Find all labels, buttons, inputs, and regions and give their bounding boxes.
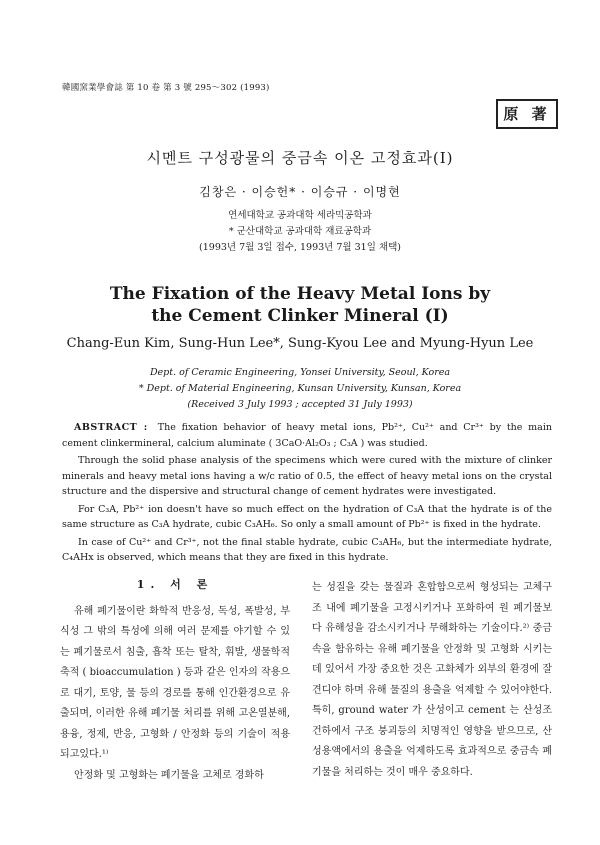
korean-affiliation-1: 연세대학교 공과대학 세라믹공학과 xyxy=(228,210,372,221)
english-authors: Chang-Eun Kim, Sung-Hun Lee*, Sung-Kyou Lee and Myung-Hyun Lee xyxy=(66,336,534,351)
english-title-line-1: The Fixation of the Heavy Metal Ions by xyxy=(109,284,491,304)
abstract xyxy=(62,420,552,568)
body-paragraph-3: 는 성질을 갖는 물질과 혼합함으로써 형성되는 고체구조 내에 폐기물을 고정시키거나 포화하여 원 폐기물보다 유해성을 감소시키거나 무해화하는 기술이다.²⁾ 중금속을 함유하는 유해 폐기물을 안정화 및 고형화 시키는 데 있어서 가장 중요한 것은 고화체가 외부의 환경에 잘 견디야 하며 유해 물질의 용출을 억제할 수 있어야한다. 특히, ground water 가 산성이고 cement 는 산성조건하에서 구조 붕괴등의 치명적인 영향을 받으므로, 산성용액에서의 용출을 억제하도록 효과적으로 중금속 폐기물을 처리하는 것이 매우 중요하다. xyxy=(312,582,552,778)
abstract-text-1: The fixation behavior of heavy metal ions, Pb²⁺, Cu²⁺ and Cr³⁺ by the main cement clinkermineral, calcium aluminate ( 3CaO·Al₂O₃ ; C₃A ) was studied. xyxy=(62,422,552,449)
abstract-paragraph-3: For C₃A, Pb²⁺ ion doesn't have so much effect on the hydration of C₃A that the hydrate is of the same structure as C₃A hydrate, cubic C₃AH₆. So only a small amount of Pb²⁺ is fixed in the hydrate. xyxy=(62,503,552,530)
journal-reference: 韓國窯業學會誌 第 10 卷 第 3 號 295～302 (1993) xyxy=(62,83,270,93)
section-heading-introduction: 1. 서 론 xyxy=(136,578,214,591)
korean-affiliation-2: * 군산대학교 공과대학 재료공학과 xyxy=(228,226,372,237)
body-left-column xyxy=(60,575,290,786)
english-affiliation-1: Dept. of Ceramic Engineering, Yonsei University, Seoul, Korea xyxy=(149,367,451,378)
abstract-paragraph-4: In case of Cu²⁺ and Cr³⁺, not the final stable hydrate, cubic C₃AH₆, but the intermediate hydrate, C₄AHx is observed, which means that they are fixed in this hydrate. xyxy=(62,536,552,563)
article-category-badge: 原 著 xyxy=(496,99,558,129)
korean-authors: 김창은 · 이승헌* · 이승규 · 이명현 xyxy=(199,185,401,199)
english-title-line-2: the Cement Clinker Mineral (I) xyxy=(151,306,449,326)
body-paragraph-1: 유해 폐기물이란 화학적 반응성, 독성, 폭발성, 부식성 그 밖의 특성에 의해 여러 문제를 야기할 수 있는 폐기물로서 침출, 흡착 또는 탈착, 휘발, 생물학적 축적 ( bioaccumulation ) 등과 같은 인자의 작용으로 대기, 토양, 물 등의 경로를 통해 인간환경으로 유출되며, 이러한 유해 폐기물 처리를 위해 고온열분해, 용융, 정제, 반응, 고형화 / 안정화 등의 기술이 적용되고있다.¹⁾ xyxy=(60,605,290,760)
abstract-paragraph-2: Through the solid phase analysis of the specimens which were cured with the mixture of clinker minerals and heavy metal ions having a w/c ratio of 0.5, the effect of heavy metal ions on the crystal structure and the dispersive and structural change of cement hydrates were investigated. xyxy=(62,455,552,497)
english-title xyxy=(0,283,600,327)
korean-dates: (1993년 7월 3일 접수, 1993년 7월 31일 채택) xyxy=(199,242,401,253)
english-affiliation-2: * Dept. of Material Engineering, Kunsan University, Kunsan, Korea xyxy=(138,383,462,394)
english-dates: (Received 3 July 1993 ; accepted 31 July 1993) xyxy=(187,399,413,410)
abstract-label: ABSTRACT : xyxy=(74,422,148,433)
korean-title: 시멘트 구성광물의 중금속 이온 고정효과(I) xyxy=(146,149,454,167)
abstract-paragraph-1 xyxy=(62,420,552,451)
body-right-column xyxy=(312,578,552,783)
body-paragraph-2: 안정화 및 고형화는 폐기물을 고체로 경화하 xyxy=(74,769,264,781)
